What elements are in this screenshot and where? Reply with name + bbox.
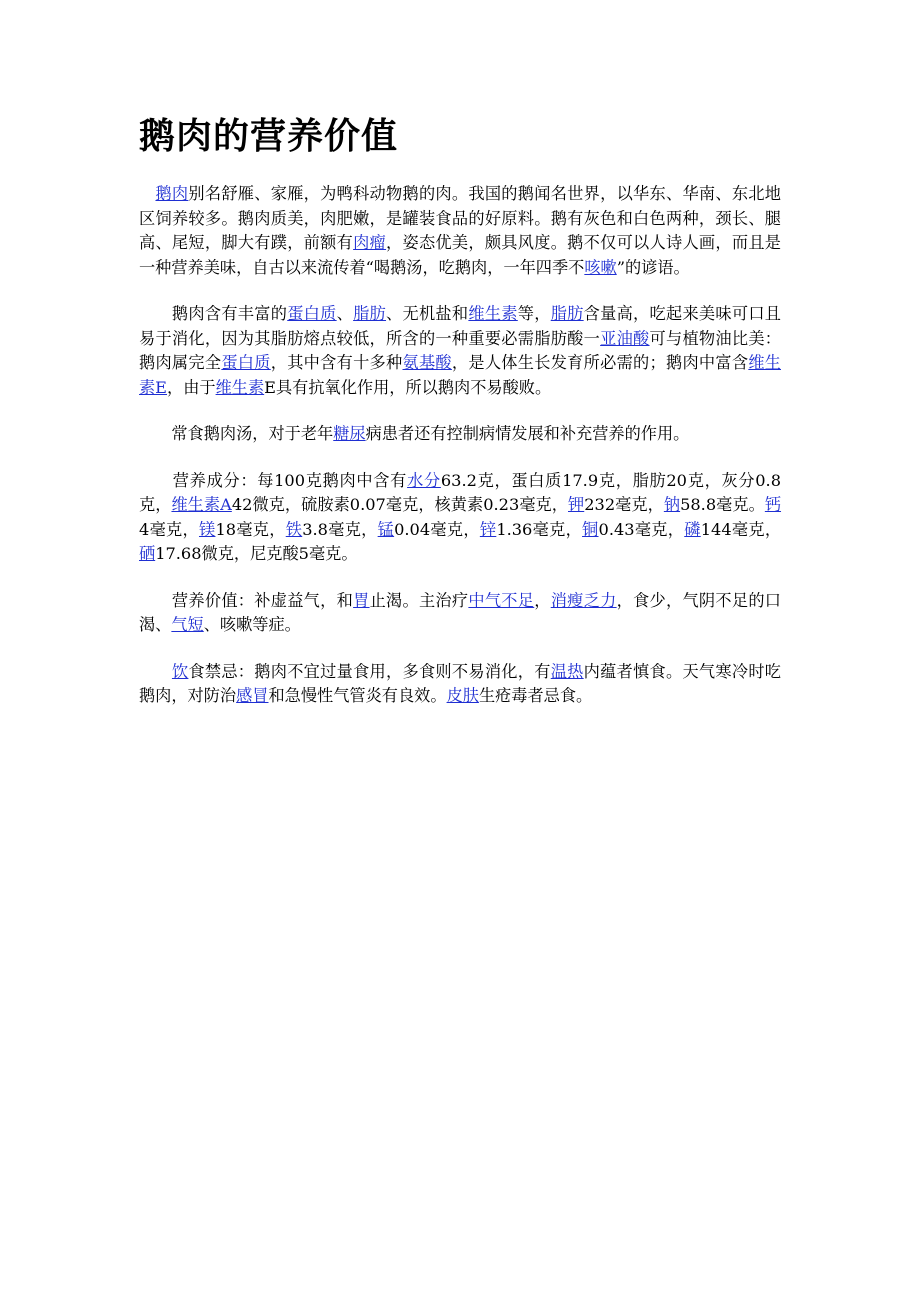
term-link[interactable]: 钠 <box>663 495 681 514</box>
body-text: 可与植物油比美：鹅肉属完全 <box>139 328 781 372</box>
body-text: ”的谚语。 <box>616 257 690 277</box>
term-link[interactable]: 维生素E <box>139 353 781 397</box>
document-page <box>139 112 781 731</box>
term-link[interactable]: 皮肤 <box>446 686 479 705</box>
body-text <box>139 662 172 681</box>
body-text: 营养成分：每100克鹅肉中含有 <box>139 470 408 490</box>
term-link[interactable]: 维生素 <box>468 304 518 323</box>
body-text: 和急慢性气管炎有良效。 <box>268 686 447 705</box>
term-link[interactable]: 维生素 <box>215 377 265 397</box>
term-link[interactable]: 肉瘤 <box>353 233 387 252</box>
term-link[interactable]: 饮 <box>171 661 189 681</box>
term-link[interactable]: 铁 <box>285 519 303 539</box>
paragraph-3 <box>139 422 781 447</box>
term-link[interactable]: 氨基酸 <box>402 353 452 372</box>
term-link[interactable]: 锰 <box>377 519 395 539</box>
body-text: ，由于 <box>167 377 216 397</box>
body-text: ，是人体生长发育所必需的；鹅肉中富含 <box>451 353 749 372</box>
paragraph-5 <box>139 589 781 638</box>
term-link[interactable]: 维生素A <box>171 495 232 514</box>
body-text: 4毫克， <box>139 519 199 539</box>
paragraph-1 <box>139 182 781 280</box>
term-link[interactable]: 温热 <box>550 661 584 681</box>
paragraph-6 <box>139 660 781 709</box>
body-text: ，其中含有十多种 <box>270 353 403 372</box>
term-link[interactable]: 糖尿 <box>333 424 366 443</box>
body-text: 食禁忌：鹅肉不宜过量食用，多食则不易消化，有 <box>188 661 551 681</box>
body-text: ，食少，气阴不足的口渴、 <box>139 590 781 634</box>
body-text: 含量高，吃起来美味可口且易于消化，因为其脂肪熔点较低，所含的一种重要必需脂肪酸一 <box>139 304 781 348</box>
paragraph-2 <box>139 302 781 400</box>
body-text: 1.36毫克， <box>496 519 583 539</box>
term-link[interactable]: 磷 <box>684 519 701 539</box>
body-text: 3.8毫克， <box>302 519 378 539</box>
term-link[interactable]: 镁 <box>198 519 216 539</box>
article-body <box>139 182 781 709</box>
term-link[interactable]: 锌 <box>479 519 497 539</box>
body-text: 、 <box>336 304 354 323</box>
term-link[interactable]: 气短 <box>171 615 204 634</box>
term-link[interactable]: 消瘦乏力 <box>550 590 617 610</box>
body-text: 常食鹅肉汤，对于老年 <box>139 424 334 443</box>
body-text: 17.68微克，尼克酸5毫克。 <box>155 544 358 563</box>
body-text: 内蕴者慎食。天气寒冷时吃鹅肉，对防治 <box>139 661 781 705</box>
term-link[interactable]: 中气不足 <box>468 590 535 610</box>
body-text: 63.2克，蛋白质17.9克，脂肪20克，灰分0.8克， <box>139 470 781 514</box>
term-link[interactable]: 脂肪 <box>550 304 584 323</box>
body-text: 生疮毒者忌食。 <box>478 686 593 705</box>
term-link[interactable]: 钾 <box>568 495 585 514</box>
body-text: ， <box>534 590 551 610</box>
body-text: 42微克，硫胺素0.07毫克，核黄素0.23毫克， <box>231 495 568 514</box>
body-text: 0.43毫克， <box>598 519 685 539</box>
body-text: 232毫克， <box>584 495 664 514</box>
body-text: 别名舒雁、家雁，为鸭科动物鹅的肉。我国的鹅闻名世界，以华东、华南、东北地区饲养较多。鹅肉质美，肉肥嫩，是罐装食品的好原料。鹅有灰色和白色两种，颈长、腿高、尾短，脚大有蹼，前额有 <box>139 184 781 252</box>
body-text: ，姿态优美，颇具风度。鹅不仅可以人诗人画，而且是一种营养美味，自古以来流传着“喝鹅汤，吃鹅肉，一年四季不 <box>139 233 781 277</box>
body-text: 等， <box>517 304 551 323</box>
body-text: 止渴。主治疗 <box>369 590 469 610</box>
body-text: 0.04毫克， <box>394 519 480 539</box>
body-text: 病患者还有控制病情发展和补充营养的作用。 <box>365 424 690 443</box>
page-title: 鹅肉的营养价值 <box>139 116 399 157</box>
term-link[interactable]: 钙 <box>764 495 782 514</box>
term-link[interactable]: 咳嗽 <box>584 257 617 277</box>
term-link[interactable]: 硒 <box>139 544 156 563</box>
body-text: 鹅肉含有丰富的 <box>139 304 288 323</box>
body-text <box>139 184 155 203</box>
term-link[interactable]: 感冒 <box>236 686 269 705</box>
term-link[interactable]: 胃 <box>353 590 370 610</box>
term-link[interactable]: 鹅肉 <box>155 184 189 203</box>
body-text: 144毫克， <box>700 519 782 539</box>
body-text: E具有抗氧化作用，所以鹅肉不易酸败。 <box>264 377 552 397</box>
term-link[interactable]: 铜 <box>582 519 599 539</box>
term-link[interactable]: 水分 <box>407 470 441 490</box>
term-link[interactable]: 蛋白质 <box>287 304 337 323</box>
paragraph-4 <box>139 469 781 567</box>
body-text: 58.8毫克。 <box>680 495 765 514</box>
body-text: 营养价值：补虚益气，和 <box>139 590 354 610</box>
term-link[interactable]: 亚油酸 <box>600 328 650 348</box>
term-link[interactable]: 脂肪 <box>353 304 387 323</box>
body-text: 、咳嗽等症。 <box>203 615 301 634</box>
body-text: 18毫克， <box>215 519 286 539</box>
term-link[interactable]: 蛋白质 <box>221 353 271 372</box>
body-text: 、无机盐和 <box>386 304 469 323</box>
